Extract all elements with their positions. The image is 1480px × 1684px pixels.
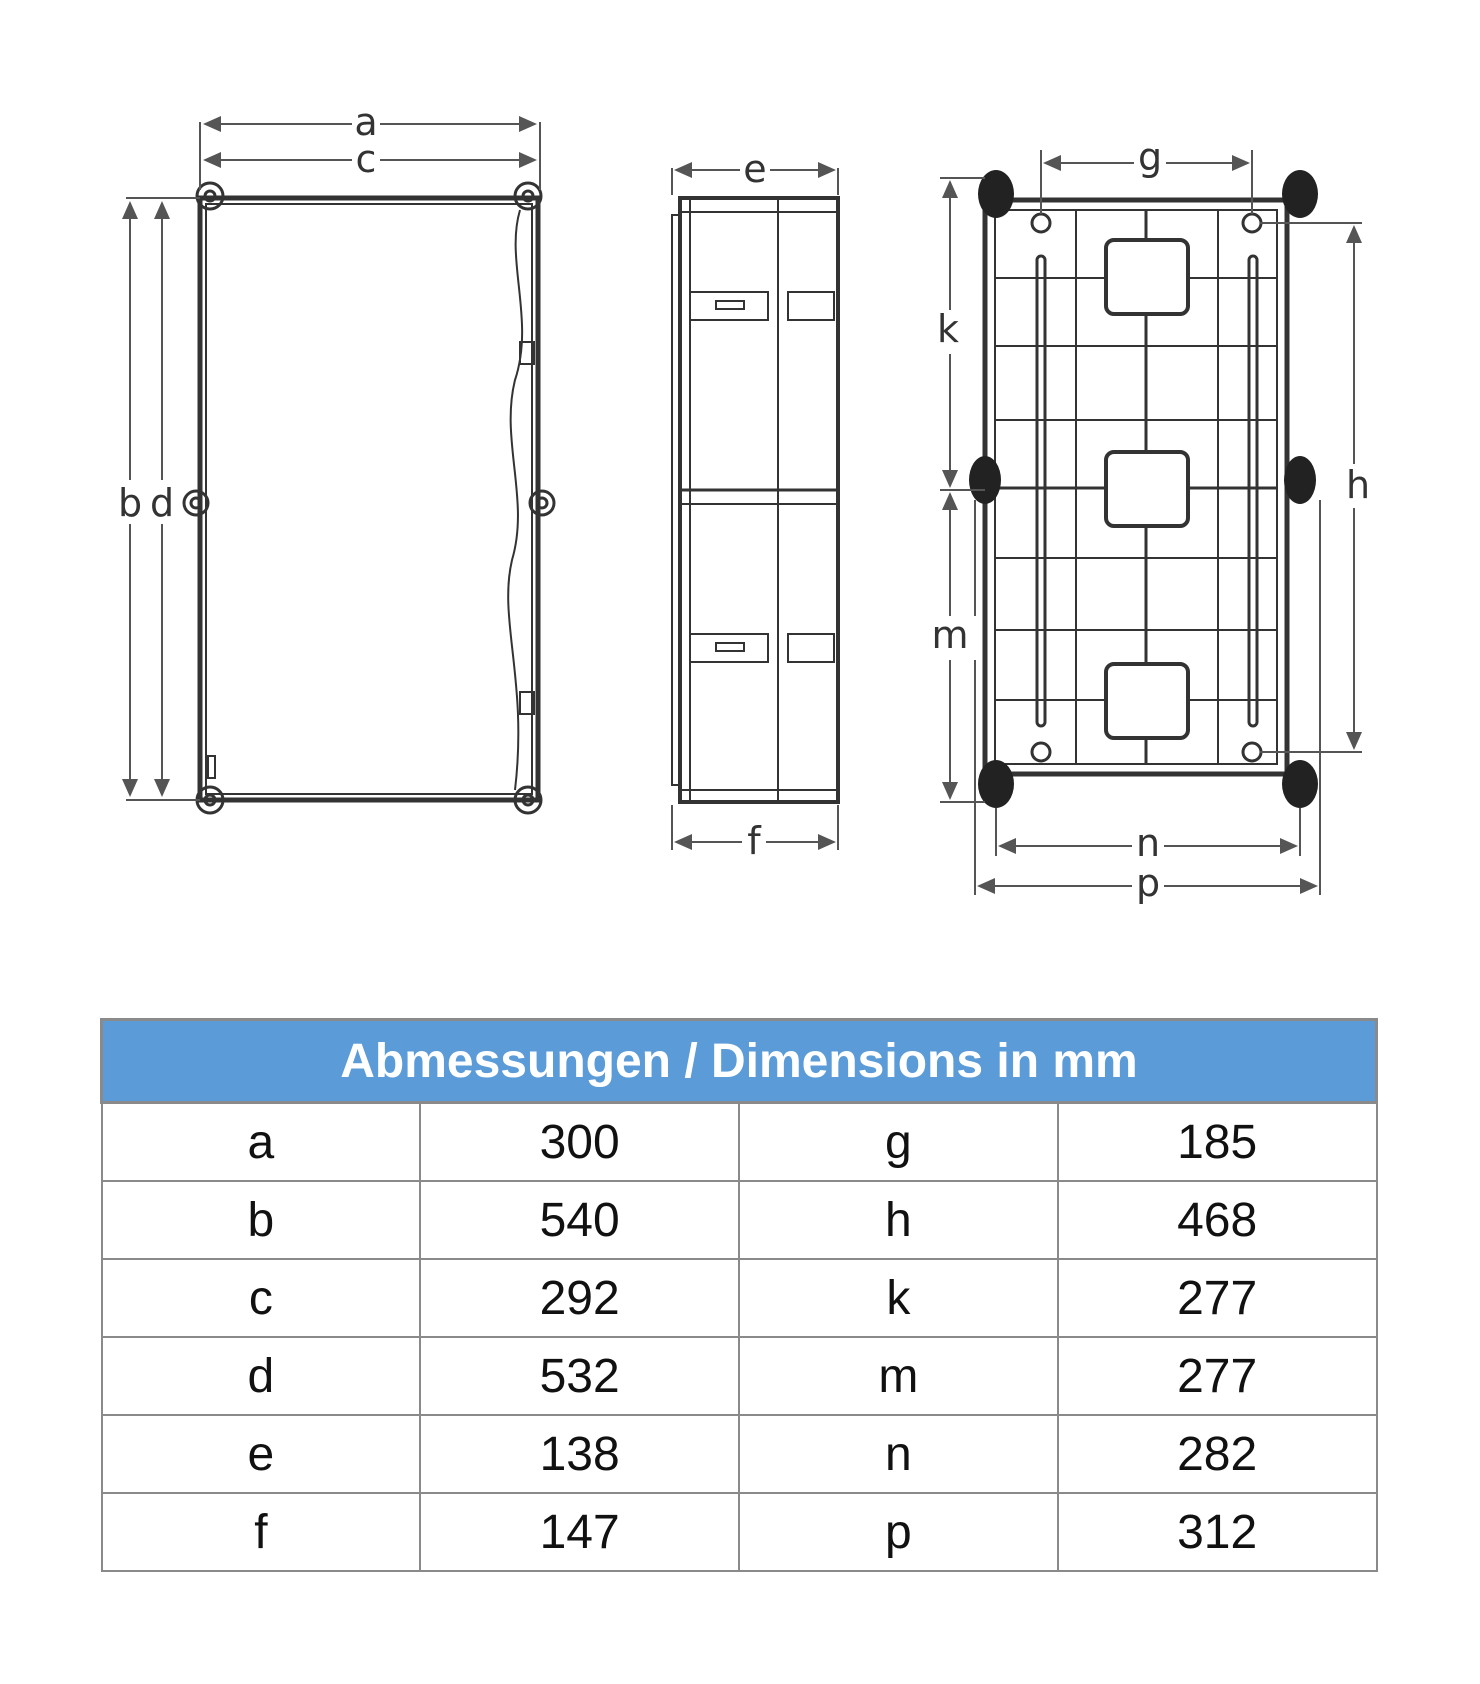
dim-value: 282 <box>1058 1415 1377 1493</box>
dim-letter: g <box>739 1103 1058 1182</box>
label-d: d <box>149 481 175 525</box>
dim-value: 540 <box>420 1181 739 1259</box>
table-row <box>102 1337 1377 1415</box>
dim-value: 138 <box>420 1415 739 1493</box>
table-row <box>102 1259 1377 1337</box>
dim-value: 147 <box>420 1493 739 1571</box>
dim-value: 300 <box>420 1103 739 1182</box>
back-view <box>985 200 1287 774</box>
label-p: p <box>1135 861 1161 905</box>
dim-letter: p <box>739 1493 1058 1571</box>
dim-letter: e <box>102 1415 421 1493</box>
front-view <box>184 183 554 813</box>
dim-letter: f <box>102 1493 421 1571</box>
label-f: f <box>747 819 761 863</box>
table-row <box>102 1181 1377 1259</box>
label-c: c <box>355 137 377 181</box>
dim-letter: d <box>102 1337 421 1415</box>
dim-value: 277 <box>1058 1259 1377 1337</box>
dim-value: 185 <box>1058 1103 1377 1182</box>
dim-value: 277 <box>1058 1337 1377 1415</box>
table-row <box>102 1493 1377 1571</box>
dim-value: 312 <box>1058 1493 1377 1571</box>
dim-letter: a <box>102 1103 421 1182</box>
dim-letter: k <box>739 1259 1058 1337</box>
label-a: a <box>354 100 378 144</box>
label-g: g <box>1137 135 1163 179</box>
label-e: e <box>743 147 767 191</box>
label-b: b <box>117 481 143 525</box>
dim-value: 292 <box>420 1259 739 1337</box>
label-h: h <box>1345 463 1371 507</box>
dim-letter: c <box>102 1259 421 1337</box>
dim-letter: n <box>739 1415 1058 1493</box>
front-dimensions <box>126 122 540 800</box>
dim-letter: b <box>102 1181 421 1259</box>
dimensions-table <box>100 1018 1378 1572</box>
table-row <box>102 1103 1377 1182</box>
dim-letter: h <box>739 1181 1058 1259</box>
side-dimensions <box>672 168 838 850</box>
dim-letter: m <box>739 1337 1058 1415</box>
table-title: Abmessungen / Dimensions in mm <box>102 1020 1377 1103</box>
label-n: n <box>1135 821 1161 865</box>
table-header-row <box>102 1020 1377 1103</box>
dim-value: 532 <box>420 1337 739 1415</box>
label-m: m <box>931 613 969 657</box>
dim-value: 468 <box>1058 1181 1377 1259</box>
label-k: k <box>936 307 960 351</box>
table-row <box>102 1415 1377 1493</box>
side-view <box>672 198 838 802</box>
